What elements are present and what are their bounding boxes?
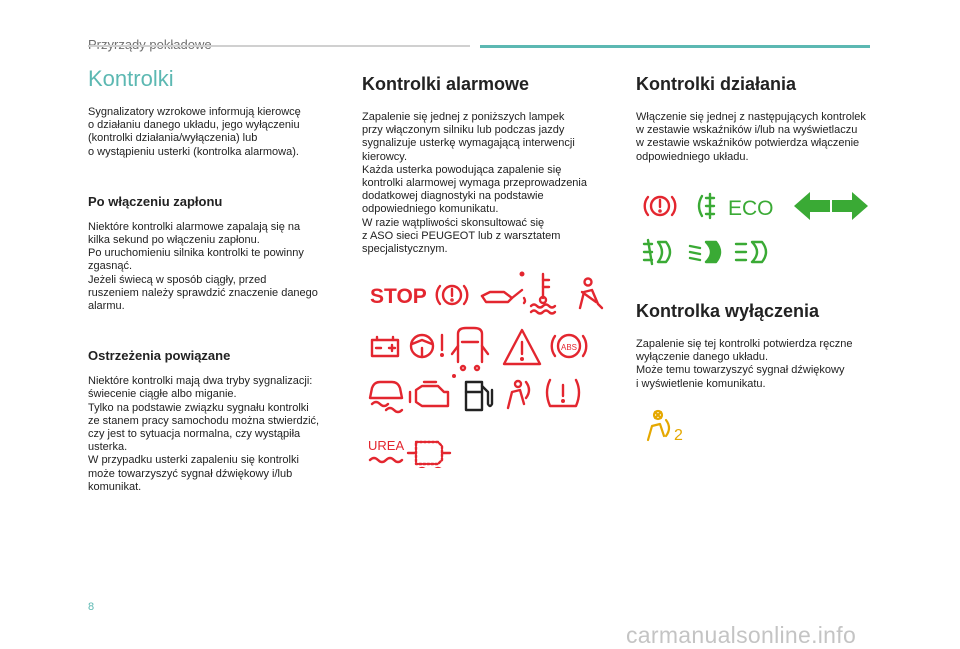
eco-icon: ECO xyxy=(728,197,774,220)
column-general xyxy=(88,60,350,494)
column-function-lamps xyxy=(636,60,886,164)
related-warnings-text: Niektóre kontrolki mają dwa tryby sygnalizacji: świecenie ciągłe albo miganie. Tylko na podstawie związku sygnału kontrolki ze stanem pracy samochodu można stwierdzić, czy jest to sytuacja normalna, czy wystąpiła usterka. W przypadku usterki zapaleniu się kontrolki może towarzyszyć sygnał dźwiękowy i/lub komunikat. xyxy=(88,375,320,493)
related-warnings-heading: Ostrzeżenia powiązane xyxy=(88,348,231,364)
dipped-beam-icon xyxy=(690,242,720,262)
fuel-icon xyxy=(466,382,492,410)
deactivation-heading: Kontrolka wyłączenia xyxy=(636,301,820,321)
turn-right-icon xyxy=(832,192,868,220)
urea-wave-icon xyxy=(370,458,402,462)
oil-pressure-icon xyxy=(482,290,525,303)
function-lamps-text: Włączenie się jednej z następujących kontrolek w zestawie wskaźników i/lub na wyświetlaczu w zestawie wskaźników potwierdza włączenie odpowiedniego układu. xyxy=(636,111,866,163)
steering-fault-icon xyxy=(411,335,443,357)
parking-brake-icon xyxy=(645,197,676,215)
ignition-text: Niektóre kontrolki alarmowe zapalają się na kilka sekund po włączeniu zapłonu. Po uruchomieniu silnika kontrolki te powinny zgasnąć. Jeżeli świecą w sposób ciągły, przed ruszeniem należy sprawdzić znaczenie danego alarmu. xyxy=(88,220,318,313)
particle-filter-icon xyxy=(408,442,450,468)
deactivation-text: Zapalenie się tej kontrolki potwierdza ręczne wyłączenie danego układu. Może temu towarzyszyć sygnał dźwiękowy i wyświetlenie komunikatu. xyxy=(636,338,853,390)
front-fog-icon xyxy=(644,240,670,264)
deactivation-section xyxy=(636,287,886,391)
door-open-icon xyxy=(452,328,488,370)
brake-warning-icon xyxy=(437,286,468,304)
column-alarm-lamps xyxy=(362,60,614,256)
airbag-icon xyxy=(508,381,529,408)
skid-icon xyxy=(370,382,402,412)
airbag-seat-number: 2 xyxy=(674,427,683,444)
page-title: Kontrolki xyxy=(88,66,174,91)
passenger-airbag-off-icon xyxy=(648,411,669,440)
alarm-lamps-heading: Kontrolki alarmowe xyxy=(362,74,530,94)
alarm-lamps-text: Zapalenie się jednej z poniższych lampek przy włączonym silniku lub podczas jazdy sygnalizuje usterkę wymagającą interwencji kierowcy. Każda usterka powodująca zapalenie się kontrolki alarmowej wymaga przeprowadzenia dodatkowej diagnostyki na podstawie odpowiedniego komunikatu. W razie wątpliwości skonsultować się z ASO sieci PEUGEOT lub z warsztatem specjalistycznym. xyxy=(362,111,587,256)
seat-belt-icon xyxy=(580,279,602,309)
page-number: 8 xyxy=(88,601,95,613)
tyre-pressure-icon xyxy=(547,380,579,406)
battery-icon xyxy=(372,337,398,356)
ignition-heading: Po włączeniu zapłonu xyxy=(88,193,223,209)
stop-icon: STOP xyxy=(370,285,427,308)
coolant-temperature-icon xyxy=(520,272,556,314)
watermark: carmanualsonline.info xyxy=(626,622,857,648)
alarm-icons-panel xyxy=(362,268,612,468)
deactivation-icon-panel xyxy=(644,406,694,446)
sidelights-icon xyxy=(736,242,766,262)
header-rule-teal xyxy=(480,45,870,48)
rear-fog-icon xyxy=(699,194,714,218)
warning-triangle-icon xyxy=(504,330,540,364)
engine-icon xyxy=(410,374,456,406)
intro-text: Sygnalizatory wzrokowe informują kierowcę o działaniu danego układu, jego wyłączeniu (kontrolki działania/wyłączenia) lub o wystąpieniu usterki (kontrolka alarmowa). xyxy=(88,106,301,158)
turn-left-icon xyxy=(794,192,830,220)
urea-label: UREA xyxy=(368,438,405,453)
abs-label: ABS xyxy=(561,343,578,352)
function-icons-panel xyxy=(636,182,876,272)
function-lamps-heading: Kontrolki działania xyxy=(636,74,797,94)
header-rule-gray xyxy=(88,45,470,47)
